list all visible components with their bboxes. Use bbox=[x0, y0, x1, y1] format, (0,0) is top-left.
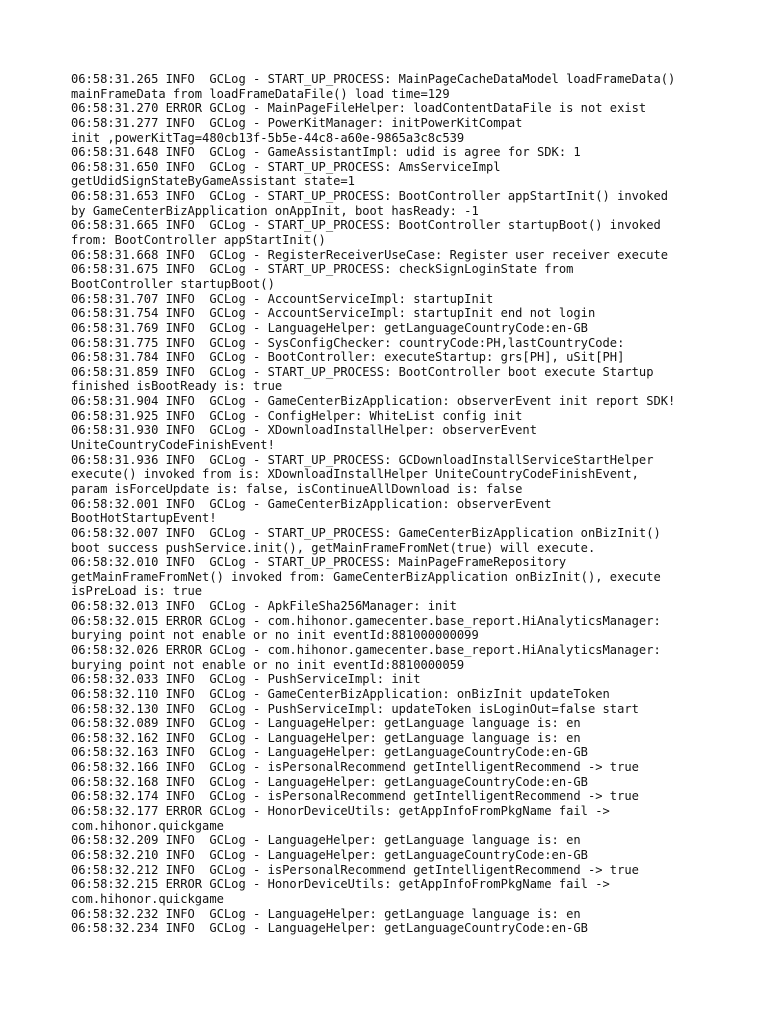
log-line: 06:58:31.769 INFO GCLog - LanguageHelper: getLanguageCountryCode:en-GB bbox=[71, 320, 588, 335]
log-line: execute() invoked from is: XDownloadInstallHelper UniteCountryCodeFinishEvent, bbox=[71, 467, 639, 482]
log-line: 06:58:31.925 INFO GCLog - ConfigHelper: WhiteList config init bbox=[71, 408, 523, 423]
log-line: BootHotStartupEvent! bbox=[71, 511, 217, 526]
log-line: 06:58:31.784 INFO GCLog - BootController: executeStartup: grs[PH], uSit[PH] bbox=[71, 350, 625, 365]
log-line: 06:58:32.001 INFO GCLog - GameCenterBizApplication: observerEvent bbox=[71, 496, 552, 511]
log-line: 06:58:31.648 INFO GCLog - GameAssistantImpl: udid is agree for SDK: 1 bbox=[71, 145, 581, 160]
log-line: from: BootController appStartInit() bbox=[71, 233, 326, 248]
log-line: 06:58:32.015 ERROR GCLog - com.hihonor.gamecenter.base_report.HiAnalyticsManager: bbox=[71, 613, 661, 628]
log-line: 06:58:32.215 ERROR GCLog - HonorDeviceUtils: getAppInfoFromPkgName fail -> bbox=[71, 877, 610, 892]
log-line: 06:58:32.174 INFO GCLog - isPersonalRecommend getIntelligentRecommend -> true bbox=[71, 789, 639, 804]
log-line: boot success pushService.init(), getMainFrameFromNet(true) will execute. bbox=[71, 540, 596, 555]
log-line: 06:58:31.904 INFO GCLog - GameCenterBizApplication: observerEvent init report SDK! bbox=[71, 394, 676, 409]
log-line: burying point not enable or no init eventId:881000000099 bbox=[71, 628, 479, 643]
log-line: 06:58:31.650 INFO GCLog - START_UP_PROCESS: AmsServiceImpl bbox=[71, 159, 501, 174]
log-line: com.hihonor.quickgame bbox=[71, 891, 224, 906]
log-line: 06:58:31.675 INFO GCLog - START_UP_PROCESS: checkSignLoginState from bbox=[71, 262, 574, 277]
log-line: UniteCountryCodeFinishEvent! bbox=[71, 438, 275, 453]
log-line: 06:58:32.212 INFO GCLog - isPersonalRecommend getIntelligentRecommend -> true bbox=[71, 862, 639, 877]
log-line: 06:58:31.653 INFO GCLog - START_UP_PROCESS: BootController appStartInit() invoked bbox=[71, 189, 669, 204]
log-line: 06:58:31.754 INFO GCLog - AccountServiceImpl: startupInit end not login bbox=[71, 306, 596, 321]
log-line: 06:58:31.930 INFO GCLog - XDownloadInstallHelper: observerEvent bbox=[71, 423, 537, 438]
log-line: 06:58:32.168 INFO GCLog - LanguageHelper: getLanguageCountryCode:en-GB bbox=[71, 774, 588, 789]
log-line: 06:58:31.668 INFO GCLog - RegisterReceiverUseCase: Register user receiver execute bbox=[71, 247, 669, 262]
log-line: 06:58:32.177 ERROR GCLog - HonorDeviceUtils: getAppInfoFromPkgName fail -> bbox=[71, 804, 610, 819]
log-line: 06:58:31.270 ERROR GCLog - MainPageFileHelper: loadContentDataFile is not exist bbox=[71, 101, 647, 116]
log-line: getMainFrameFromNet() invoked from: GameCenterBizApplication onBizInit(), execute bbox=[71, 569, 661, 584]
log-line: 06:58:32.007 INFO GCLog - START_UP_PROCESS: GameCenterBizApplication onBizInit() bbox=[71, 525, 661, 540]
log-line: getUdidSignStateByGameAssistant state=1 bbox=[71, 174, 355, 189]
log-line: init ,powerKitTag=480cb13f-5b5e-44c8-a60e-9865a3c8c539 bbox=[71, 130, 465, 145]
log-line: burying point not enable or no init eventId:8810000059 bbox=[71, 657, 465, 672]
log-line: isPreLoad is: true bbox=[71, 584, 203, 599]
log-line: BootController startupBoot() bbox=[71, 276, 275, 291]
log-line: 06:58:32.232 INFO GCLog - LanguageHelper: getLanguage language is: en bbox=[71, 906, 581, 921]
log-line: 06:58:32.209 INFO GCLog - LanguageHelper: getLanguage language is: en bbox=[71, 833, 581, 848]
log-line: 06:58:31.775 INFO GCLog - SysConfigChecker: countryCode:PH,lastCountryCode: bbox=[71, 335, 625, 350]
log-line: 06:58:32.033 INFO GCLog - PushServiceImpl: init bbox=[71, 672, 421, 687]
log-line: 06:58:31.665 INFO GCLog - START_UP_PROCESS: BootController startupBoot() invoked bbox=[71, 218, 661, 233]
log-line: 06:58:32.010 INFO GCLog - START_UP_PROCESS: MainPageFrameRepository bbox=[71, 555, 567, 570]
log-line: 06:58:32.163 INFO GCLog - LanguageHelper: getLanguageCountryCode:en-GB bbox=[71, 745, 588, 760]
log-line: param isForceUpdate is: false, isContinueAllDownload is: false bbox=[71, 481, 523, 496]
log-line: 06:58:32.166 INFO GCLog - isPersonalRecommend getIntelligentRecommend -> true bbox=[71, 760, 639, 775]
log-document bbox=[71, 72, 721, 936]
log-line: 06:58:32.026 ERROR GCLog - com.hihonor.gamecenter.base_report.HiAnalyticsManager: bbox=[71, 642, 661, 657]
log-line: com.hihonor.quickgame bbox=[71, 818, 224, 833]
log-line: 06:58:32.234 INFO GCLog - LanguageHelper: getLanguageCountryCode:en-GB bbox=[71, 921, 588, 936]
log-line: 06:58:31.277 INFO GCLog - PowerKitManager: initPowerKitCompat bbox=[71, 115, 523, 130]
log-line: mainFrameData from loadFrameDataFile() load time=129 bbox=[71, 86, 450, 101]
log-line: 06:58:31.265 INFO GCLog - START_UP_PROCESS: MainPageCacheDataModel loadFrameData() bbox=[71, 72, 676, 86]
log-line: finished isBootReady is: true bbox=[71, 379, 283, 394]
log-line: 06:58:32.110 INFO GCLog - GameCenterBizApplication: onBizInit updateToken bbox=[71, 686, 610, 701]
log-line: 06:58:31.936 INFO GCLog - START_UP_PROCESS: GCDownloadInstallServiceStartHelper bbox=[71, 452, 654, 467]
log-line: 06:58:32.089 INFO GCLog - LanguageHelper: getLanguage language is: en bbox=[71, 716, 581, 731]
log-line: 06:58:32.210 INFO GCLog - LanguageHelper: getLanguageCountryCode:en-GB bbox=[71, 847, 588, 862]
log-line: 06:58:32.130 INFO GCLog - PushServiceImpl: updateToken isLoginOut=false start bbox=[71, 701, 639, 716]
log-line: 06:58:32.013 INFO GCLog - ApkFileSha256Manager: init bbox=[71, 599, 457, 614]
log-line: by GameCenterBizApplication onAppInit, boot hasReady: -1 bbox=[71, 203, 479, 218]
log-line: 06:58:31.707 INFO GCLog - AccountServiceImpl: startupInit bbox=[71, 291, 494, 306]
log-line: 06:58:31.859 INFO GCLog - START_UP_PROCESS: BootController boot execute Startup bbox=[71, 364, 654, 379]
log-lines bbox=[71, 72, 721, 936]
log-line: 06:58:32.162 INFO GCLog - LanguageHelper: getLanguage language is: en bbox=[71, 730, 581, 745]
